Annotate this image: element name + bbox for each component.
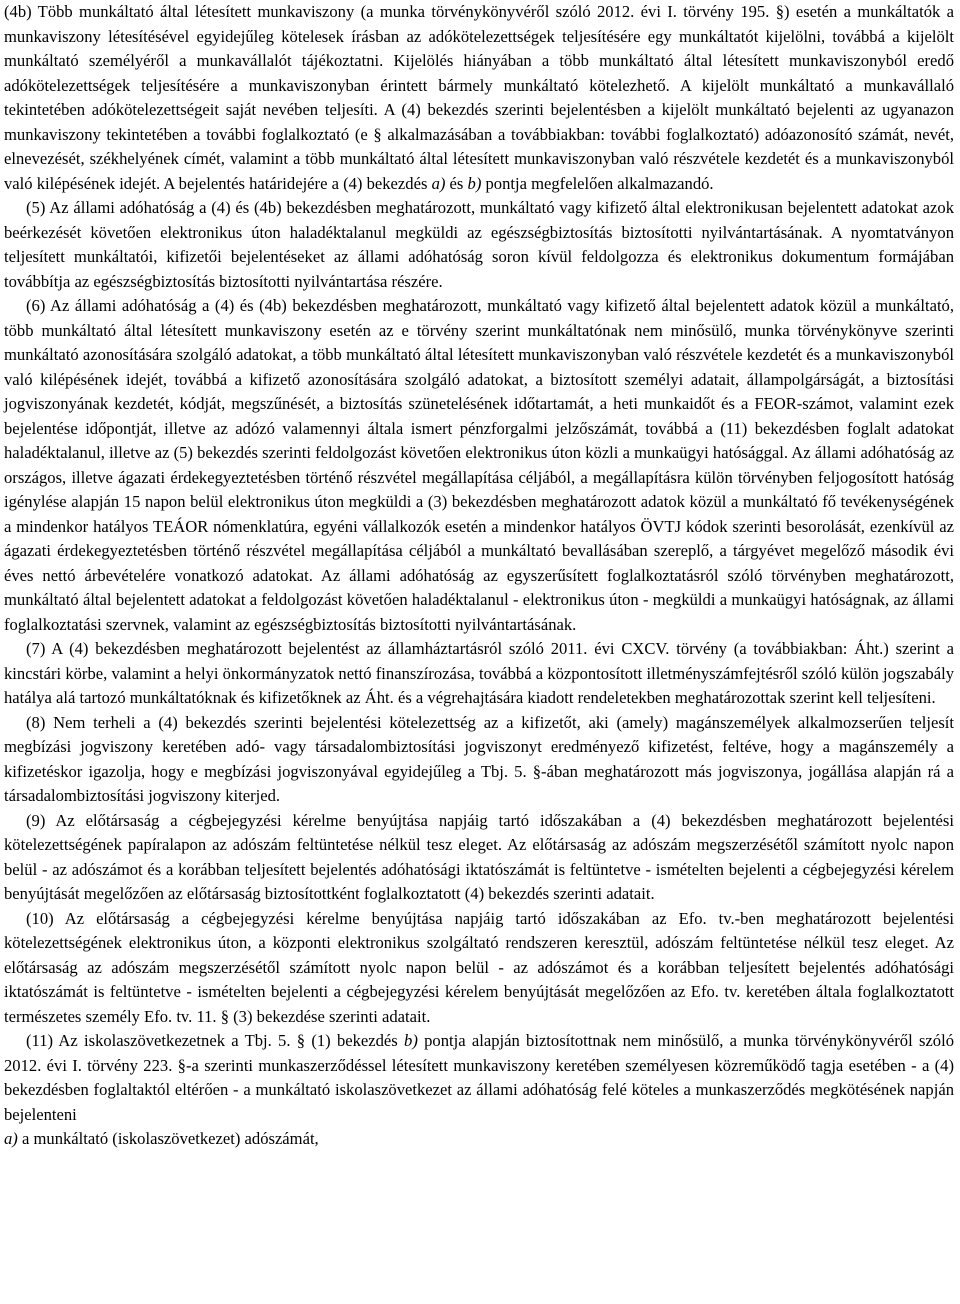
text-segment: és <box>445 173 468 193</box>
text-segment: (4b) Több munkáltató által létesített munkaviszony (a munka törvénykönyvéről szóló 2012. évi I. törvény 195. §) esetén a munkáltatók a munkaviszony létesítésével egyidejűleg kötelesek írásban az adókötelezettségek teljesítésére egy munkáltatót kijelölni, továbbá a kijelölt munkáltató személyéről a munkavállalót tájékoztatni. Kijelölés hiányában a több munkáltató által létesített munkaviszonyból eredő adókötelezettségek teljesítésére a munkaviszonyban érintett bármely munkáltató kötelezhető. A kijelölt munkáltató a munkavállaló tekintetében adókötelezettségeit saját nevében teljesíti. A (4) bekezdés szerinti bejelentésben a kijelölt munkáltató bejelenti az ugyanazon munkaviszony tekintetében a további foglalkoztató (e § alkalmazásában a továbbiakban: további foglalkoztató) adóazonosító számát, nevét, elnevezését, székhelyének címét, valamint a több munkáltató által létesített munkaviszonyban való részvétele kezdetét és a munkaviszonyból való kilépésének idejét. A bejelentés határidejére a (4) bekezdés <box>4 2 954 193</box>
paragraph-p9 <box>4 809 954 907</box>
paragraph-p10 <box>4 907 954 1030</box>
text-segment: pontja alapján biztosítottnak nem minősülő, a munka törvénykönyvéről szóló 2012. évi I. törvény 223. §-a szerinti munkaszerződéssel létesített munkaviszony keretében személyesen közreműködő tagja esetében - a (4) bekezdésben foglaltaktól eltérően - a munkáltató iskolaszövetkezet az állami adóhatóság felé köteles a munkaszerződés megkötésének napján bejelenteni <box>4 1031 954 1124</box>
italic-point-ref: a) <box>4 1129 18 1148</box>
paragraph-p5 <box>4 196 954 294</box>
italic-point-ref: a) <box>431 173 446 193</box>
paragraph-p4b <box>4 0 954 196</box>
paragraph-p6 <box>4 294 954 637</box>
text-segment: (11) Az iskolaszövetkezetnek a Tbj. 5. § (1) bekezdés <box>26 1031 405 1050</box>
text-segment: (8) Nem terheli a (4) bekezdés szerinti bejelentési kötelezettség az a kifizetőt, aki (amely) magánszemélyek alkalmozserűen teljesít megbízási jogviszony keretében adó- vagy társadalombiztosítási jogviszonyt eredményező kifizetést, feltéve, hogy a magánszemély a kifizetéskor igazolja, hogy e megbízási jogviszonyával egyidejűleg a Tbj. 5. §-ában meghatározott más jogviszonya, jogállása alapján rá a társadalombiztosítási jogviszony kiterjed. <box>4 712 954 805</box>
text-segment: a munkáltató (iskolaszövetkezet) adószámát, <box>17 1129 319 1148</box>
text-segment: pontja megfelelően alkalmazandó. <box>481 173 714 193</box>
paragraph-p7 <box>4 637 954 711</box>
text-segment: (10) Az előtársaság a cégbejegyzési kérelme benyújtása napjáig tartó időszakában az Efo. tv.-ben meghatározott bejelentési kötelezettségének elektronikus úton, a központi elektronikus szolgáltató rendszeren keresztül, adószám feltüntetése nélkül tesz eleget. Az előtársaság az adószám megszerzésétől számított nyolc napon belül - az adószámot és a korábban teljesített bejelentés adóhatósági iktatószámát is feltüntetve - ismételten bejelenti a cégbejegyzési kérelem benyújtását megelőzően az Efo. tv. keretében általa foglalkoztatott természetes személy Efo. tv. 11. § (3) bekezdése szerinti adatait. <box>4 908 954 1026</box>
italic-point-ref: b) <box>467 173 482 193</box>
paragraph-p11 <box>4 1029 954 1127</box>
paragraph-p11a <box>4 1127 954 1152</box>
text-segment: (6) Az állami adóhatóság a (4) és (4b) bekezdésben meghatározott, munkáltató vagy kifizető által bejelentett adatok közül a munkáltató, több munkáltató által létesített munkaviszony esetén az e törvény szerint munkáltatónak nem minősülő, munka törvénykönyve szerinti munkáltató azonosítására szolgáló adatokat, a több munkáltató által létesített munkaviszonyban való részvétele kezdetét és a munkaviszonyból való kilépésének idejét, továbbá a kifizető azonosítására szolgáló adatokat, a biztosított személyi adatait, állampolgárságát, a biztosítási jogviszonyának kezdetét, kódját, megszűnését, a biztosítás szünetelésének időtartamát, a heti munkaidőt és a FEOR-számot, valamint ezek bejelentése időpontját, illetve az adózó valamennyi általa ismert pénzforgalmi jelzőszámát, továbbá a (11) bekezdésben foglalt adatokat haladéktalanul, illetve az (5) bekezdés szerinti feldolgozást követően elektronikus úton közli a munkaügyi hatósággal. Az állami adóhatóság az országos, illetve ágazati érdekegyeztetésben történő részvétel megállapítása céljából, a megállapításra külön törvényben feljogosított hatóság igénylése alapján 15 napon belül elektronikus úton megküldi a (3) bekezdésben meghatározott adatok közül a munkáltató fő tevékenységének a mindenkor hatályos TEÁOR nómenklatúra, egyéni vállalkozók esetén a mindenkor hatályos ÖVTJ kódok szerinti besorolását, ezenkívül az ágazati érdekegyeztetésben történő részvétel megállapítása céljából a munkáltató bevallásában szereplő, a tárgyévet megelőző második évi éves nettó árbevételére vonatkozó adatokat. Az állami adóhatóság az egyszerűsített foglalkoztatásról szóló törvényben meghatározott, munkáltató által bejelentett adatokat a feldolgozást követően haladéktalanul - elektronikus úton - megküldi a munkaügyi hatóságnak, az állami foglalkoztatási szervnek, valamint az egészségbiztosítás biztosítotti nyilvántartásának. <box>4 296 954 634</box>
text-segment: (5) Az állami adóhatóság a (4) és (4b) bekezdésben meghatározott, munkáltató vagy kifizető által elektronikusan bejelentett adatokat azok beérkezését követően elektronikus úton haladéktalanul megküldi az egészségbiztosítás biztosítotti nyilvántartásának. A nyomtatványon teljesített munkáltatói, kifizetői bejelentéseket az állami adóhatóság soron kívül feldolgozza és elektronikus dokumentum formájában továbbítja az egészségbiztosítás biztosítotti nyilvántartása részére. <box>4 198 954 291</box>
document-body <box>4 0 954 1152</box>
paragraph-p8 <box>4 711 954 809</box>
italic-point-ref: b) <box>404 1031 418 1050</box>
text-segment: (7) A (4) bekezdésben meghatározott bejelentést az államháztartásról szóló 2011. évi CXCV. törvény (a továbbiakban: Áht.) szerint a kincstári körbe, valamint a helyi önkormányzatok nettó finanszírozása, továbbá a központosított illetményszámfejtésről szóló külön jogszabály hatálya alá tartozó munkáltatóknak és kifizetőknek az Áht. és a végrehajtására kiadott rendeletekben meghatározottak szerint kell teljesíteni. <box>4 639 954 707</box>
text-segment: (9) Az előtársaság a cégbejegyzési kérelme benyújtása napjáig tartó időszakában a (4) bekezdésben meghatározott bejelentési kötelezettségének papíralapon az adószám feltüntetése nélkül tesz eleget. Az előtársaság az adószám megszerzésétől számított nyolc napon belül - az adószámot és a korábban teljesített bejelentés adóhatósági iktatószámát is feltüntetve - ismételten bejelenti a cégbejegyzési kérelem benyújtását megelőzően az előtársaság biztosítottként foglalkoztatott (4) bekezdés szerinti adatait. <box>4 810 954 903</box>
